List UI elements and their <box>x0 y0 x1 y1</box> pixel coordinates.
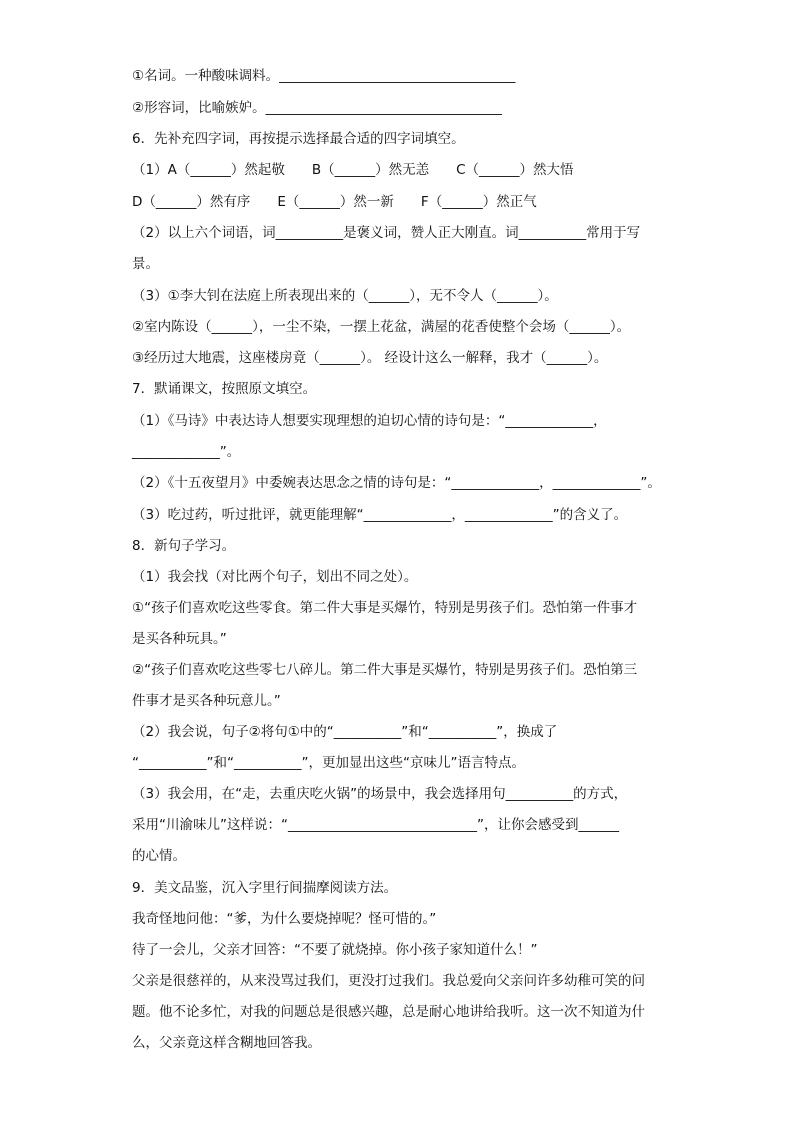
text-line: 是买各种玩具。” <box>132 631 227 647</box>
text-line: 景。 <box>132 256 159 272</box>
text-line: ②室内陈设（______），一尘不染，一摆上花盆，满屋的花香使整个会场（______）。 <box>132 319 631 335</box>
text-line: （2）我会说，句子②将句①中的“__________”和“__________”，换成了 <box>132 724 558 740</box>
text-line: ①“孩子们喜欢吃这些零食。第二件大事是买爆竹，特别是男孩子们。恐怕第一件事才 <box>132 600 638 616</box>
text-line: “__________”和“__________”，更加显出这些“京味儿”语言特点。 <box>132 755 525 771</box>
text-line: ①名词。一种酸味调料。___________________________________ <box>132 68 516 84</box>
text-line: （2）《十五夜望月》中委婉表达思念之情的诗句是：“_____________，_____________”。 <box>132 475 661 491</box>
text-line: ②“孩子们喜欢吃这些零七八碎儿。第二件大事是买爆竹，特别是男孩子们。恐怕第三 <box>132 662 638 678</box>
text-line: 件事才是买各种玩意儿。” <box>132 693 281 709</box>
text-line: 题。他不论多忙，对我的问题总是很感兴趣，总是耐心地讲给我听。这一次不知道为什 <box>132 1004 645 1020</box>
text-line: 我奇怪地问他：“爹，为什么要烧掉呢？怪可惜的。” <box>132 911 437 927</box>
text-line: （3）吃过药，听过批评，就更能理解“_____________，_____________”的含义了。 <box>132 507 628 523</box>
text-line: （2）以上六个词语，词__________是褒义词，赞人正大刚直。词__________常用于写 <box>132 225 641 241</box>
text-line: （3）①李大钊在法庭上所表现出来的（______），无不令人（______）。 <box>132 288 558 304</box>
text-line: ②形容词，比喻嫉妒。___________________________________ <box>132 100 502 116</box>
text-line: （1）A（______）然起敬 B（______）然无恙 C（______）然大悟 <box>132 162 574 178</box>
question-heading: 8．新句子学习。 <box>132 538 236 554</box>
text-line: ③经历过大地震，这座楼房竟（______）。 经设计这么一解释，我才（______）。 <box>132 350 608 366</box>
text-line: 父亲是很慈祥的，从来没骂过我们，更没打过我们。我总爱向父亲问许多幼稚可笑的问 <box>132 973 645 989</box>
text-line: 采用“川渝味儿”这样说：“____________________________”，让你会感受到______ <box>132 817 619 833</box>
text-line: 待了一会儿，父亲才回答：“不要了就烧掉。你小孩子家知道什么！” <box>132 942 538 958</box>
text-line: _____________”。 <box>132 444 241 460</box>
text-line: 的心情。 <box>132 848 186 864</box>
question-heading: 6．先补充四字词，再按提示选择最合适的四字词填空。 <box>132 131 465 147</box>
text-line: （1）《马诗》中表达诗人想要实现理想的迫切心情的诗句是：“_____________， <box>132 413 607 429</box>
text-line: 么，父亲竟这样含糊地回答我。 <box>132 1035 321 1051</box>
text-line: （3）我会用，在“走，去重庆吃火锅”的场景中，我会选择用句__________的方式， <box>132 786 628 802</box>
question-heading: 9．美文品鉴，沉入字里行间揣摩阅读方法。 <box>132 880 398 896</box>
text-line: D（______）然有序 E（______）然一新 F（______）然正气 <box>132 194 537 210</box>
text-line: （1）我会找（对比两个句子，划出不同之处）。 <box>132 569 418 585</box>
question-heading: 7．默诵课文，按照原文填空。 <box>132 381 317 397</box>
